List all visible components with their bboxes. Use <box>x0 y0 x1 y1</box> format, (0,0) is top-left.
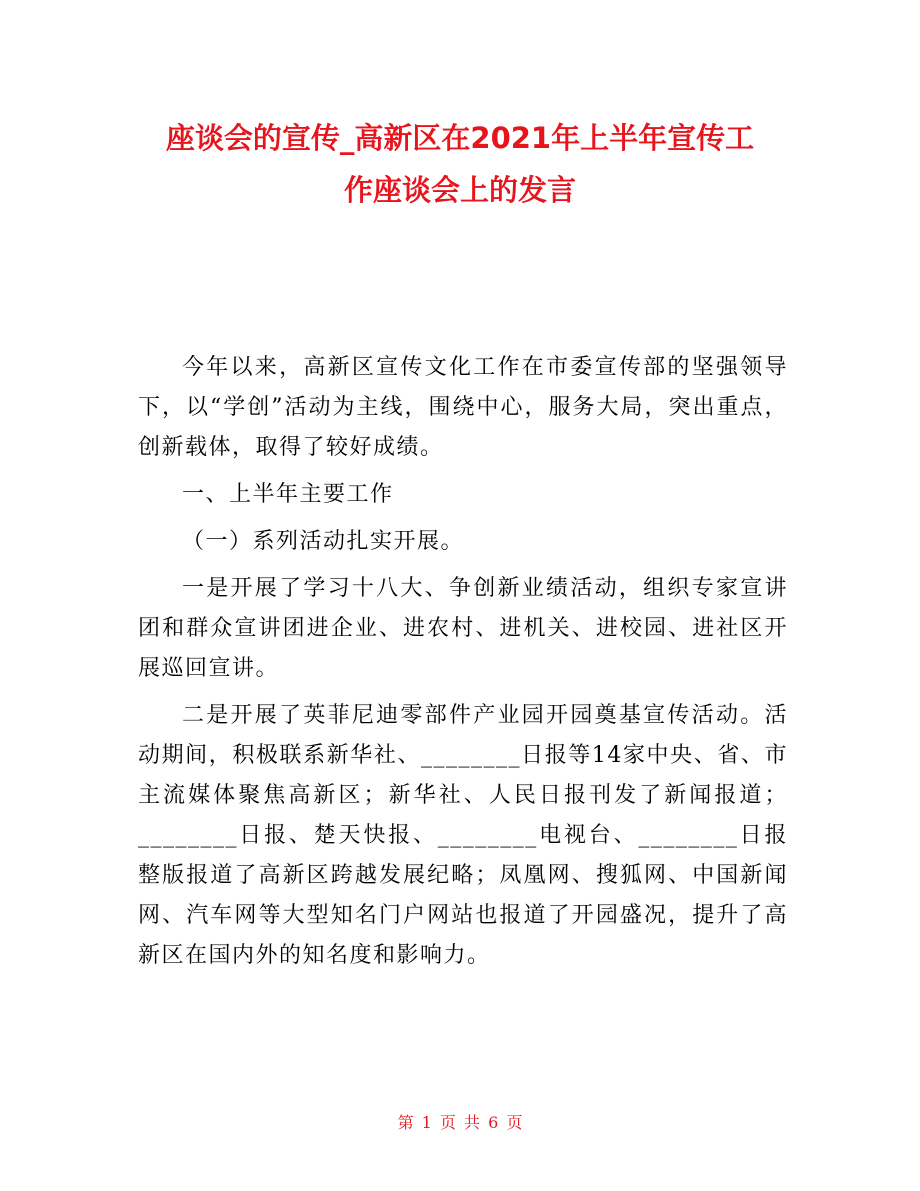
document-body <box>138 348 788 983</box>
page-footer: 第 1 页 共 6 页 <box>397 1113 523 1132</box>
paragraph-item-2: 二是开展了英菲尼迪零部件产业园开园奠基宣传活动。活动期间，积极联系新华社、________日报等14家中央、省、市主流媒体聚焦高新区；新华社、人民日报刊发了新闻报道；________日报、楚天快报、________电视台、________日报整版报道了高新区跨越发展纪略；凤凰网、搜狐网、中国新闻网、汽车网等大型知名门户网站也报道了开园盛况，提升了高新区在国内外的知名度和影响力。 <box>138 703 788 968</box>
subsection-heading: （一）系列活动扎实开展。 <box>182 529 465 554</box>
document-title <box>130 112 790 216</box>
section-heading: 一、上半年主要工作 <box>182 482 394 507</box>
paragraph-intro: 今年以来，高新区宣传文化工作在市委宣传部的坚强领导下，以“学创”活动为主线，围绕中心，服务大局，突出重点，创新载体，取得了较好成绩。 <box>138 355 788 460</box>
title-line-2: 作座谈会上的发言 <box>343 173 576 207</box>
paragraph-item-1: 一是开展了学习十八大、争创新业绩活动，组织专家宣讲团和群众宣讲团进企业、进农村、进机关、进校园、进社区开展巡回宣讲。 <box>138 576 788 681</box>
title-line-1: 座谈会的宣传_高新区在2021年上半年宣传工 <box>165 121 755 155</box>
